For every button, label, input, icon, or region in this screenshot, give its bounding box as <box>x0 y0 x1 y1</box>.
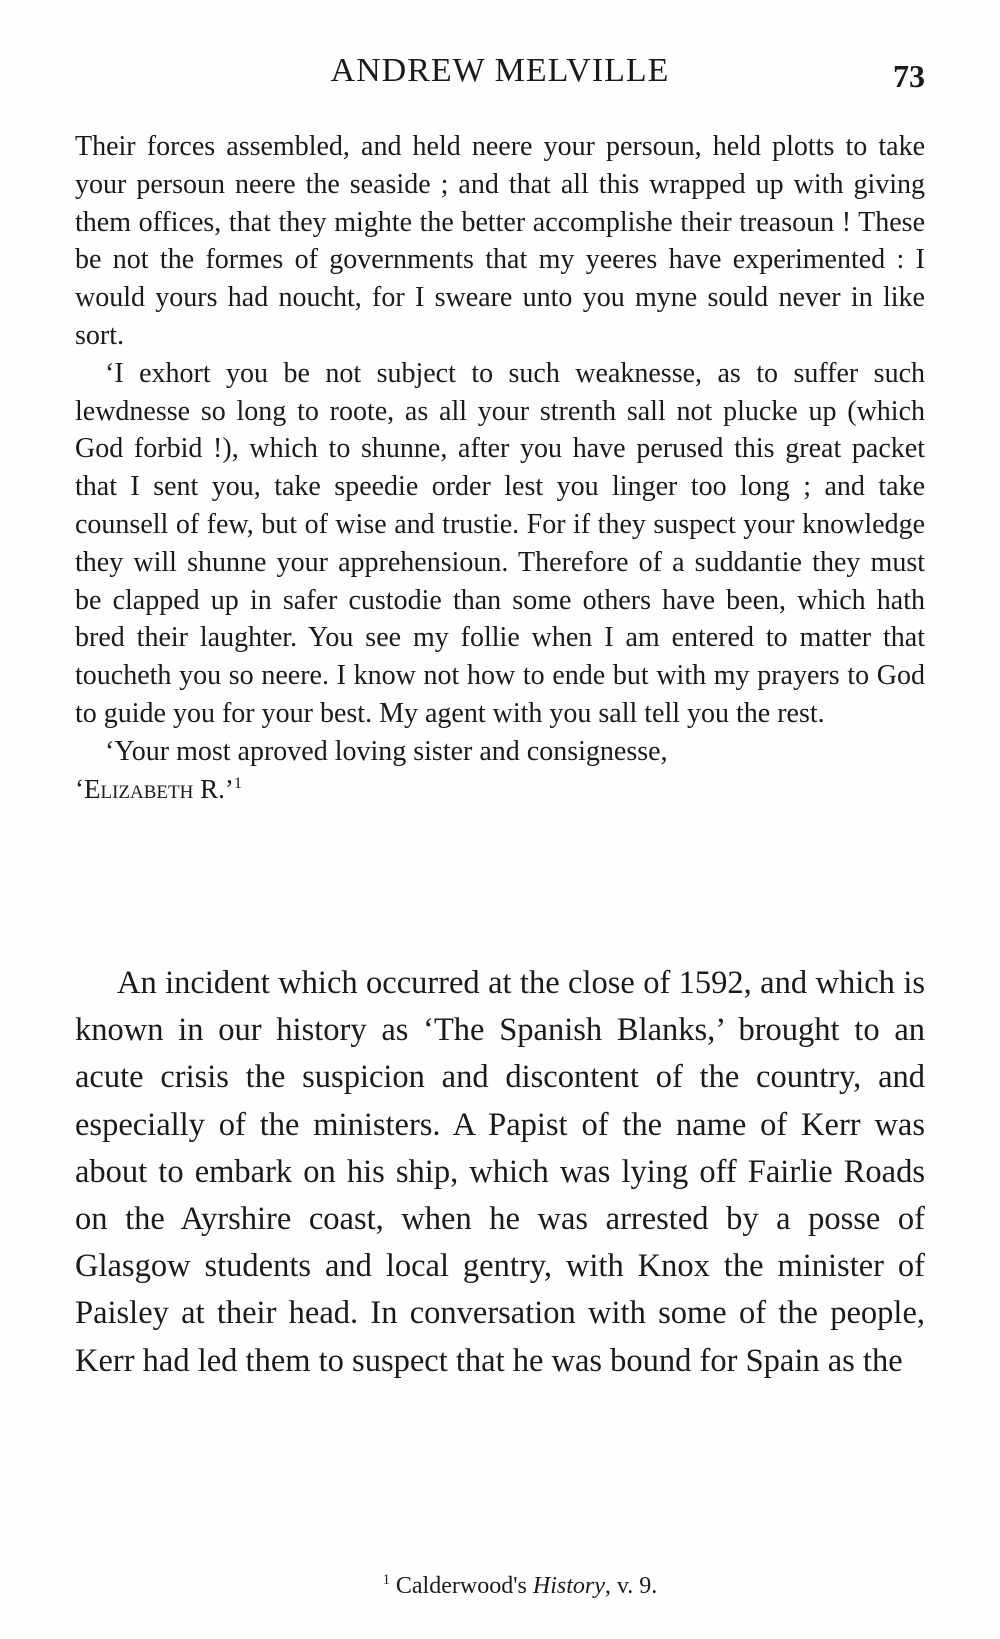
main-text <box>75 960 925 1385</box>
letter-paragraph: ‘I exhort you be not subject to such weaknesse, as to suffer such lewdnesse so long to roote, as all your strenth sall not plucke up (which God forbid !), which to shunne, after you have perused this great packet that I sent you, take speedie order lest you linger too long ; and take counsell of few, but of wise and trustie. For if they suspect your knowledge they will shunne your apprehensioun. Therefore of a suddantie they must be clapped up in safer custodie than some others have been, which hath bred their laughter. You see my follie when I am entered to matter that toucheth you so neere. I know not how to ende but with my prayers to God to guide you for your best. My agent with you sall tell you the rest. <box>75 357 925 729</box>
letter-quotation <box>75 128 925 808</box>
footnote-mark: 1 <box>382 1572 390 1588</box>
page-header <box>75 52 925 102</box>
footnote-reference: 1 <box>233 773 242 792</box>
footnote-ref: , v. 9. <box>604 1573 658 1599</box>
body-paragraph: An incident which occurred at the close of 1592, and which is known in our history as ‘The Spanish Blanks,’ brought to an acute crisis the suspicion and discontent of the country, and especially of the ministers. A Papist of the name of Kerr was about to embark on his ship, which was lying off Fairlie Roads on the Ayrshire coast, when he was arrested by a posse of Glasgow students and local gentry, with Knox the minister of Paisley at their head. In conversation with some of the people, Kerr had led them to suspect that he was bound for Spain as the <box>75 965 925 1379</box>
letter-paragraph: Their forces assembled, and held neere your persoun, held plotts to take your persoun neere the seaside ; and that all this wrapped up with giving them offices, that they mighte the better accomplishe their treasoun ! These be not the formes of governments that my yeeres have experimented : I would yours had noucht, for I sweare unto you myne sould never in like sort. <box>75 131 925 351</box>
footnote-author: Calderwood's <box>395 1573 527 1599</box>
letter-signature <box>75 771 925 809</box>
running-title: ANDREW MELVILLE <box>330 52 670 89</box>
letter-closing: ‘Your most aproved loving sister and consignesse, <box>105 735 668 767</box>
footnote <box>75 1573 925 1600</box>
footnote-title: History <box>532 1573 605 1599</box>
page-number: 73 <box>893 58 925 94</box>
signature-name: ‘Elizabeth R.’ <box>75 773 234 804</box>
